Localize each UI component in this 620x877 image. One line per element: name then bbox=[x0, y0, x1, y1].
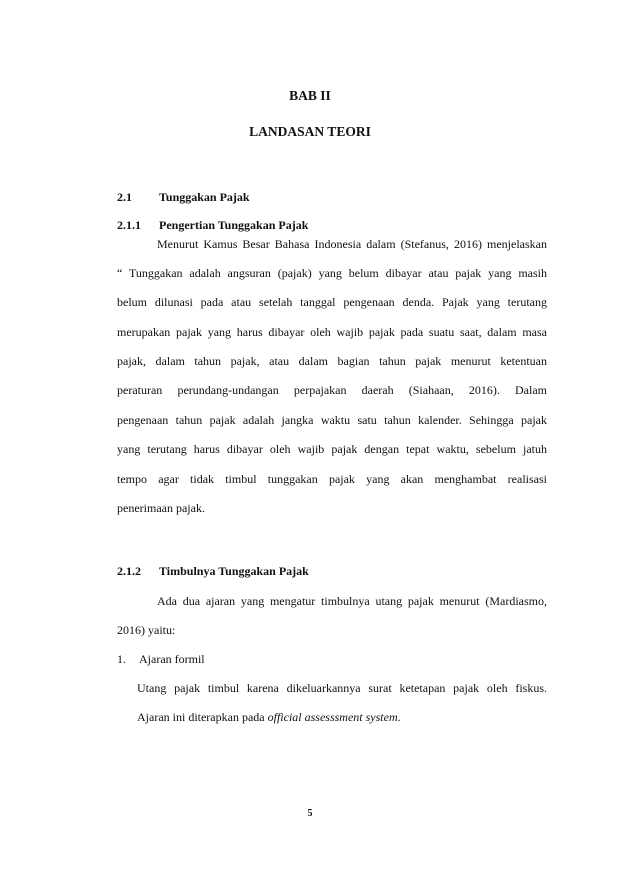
subsection-title: Timbulnya Tunggakan Pajak bbox=[159, 564, 309, 578]
line-punctuation: . bbox=[397, 710, 401, 724]
section-number: 2.1 bbox=[117, 190, 132, 204]
paragraph-line: “ Tunggakan adalah angsuran (pajak) yang belum dibayar atau pajak yang masih bbox=[117, 266, 547, 280]
chapter-label: BAB II bbox=[289, 88, 331, 103]
list-item-line-last bbox=[137, 709, 547, 725]
paragraph-line: tempo agar tidak timbul tunggakan pajak yang akan menghambat realisasi bbox=[117, 472, 547, 486]
paragraph-line: pengenaan tahun pajak adalah jangka waktu satu tahun kalender. Sehingga pajak bbox=[117, 413, 547, 427]
paragraph-line: belum dilunasi pada atau setelah tanggal pengenaan denda. Pajak yang terutang bbox=[117, 295, 547, 309]
subsection-heading bbox=[117, 218, 308, 233]
subsection-heading bbox=[117, 564, 309, 579]
paragraph-line: penerimaan pajak. bbox=[117, 501, 205, 515]
subsection-title: Pengertian Tunggakan Pajak bbox=[159, 218, 309, 232]
subsection-number: 2.1.1 bbox=[117, 218, 141, 232]
paragraph-line: peraturan perundang-undangan perpajakan daerah (Siahaan, 2016). Dalam bbox=[117, 383, 547, 397]
list-item-number: 1. bbox=[117, 652, 126, 666]
italic-term: official assesssment system bbox=[267, 710, 398, 724]
list-item-title: Ajaran formil bbox=[139, 652, 205, 666]
section-heading bbox=[117, 190, 250, 205]
paragraph-line: yang terutang harus dibayar oleh wajib pajak dengan tepat waktu, sebelum jatuh bbox=[117, 442, 547, 456]
subsection-number: 2.1.2 bbox=[117, 564, 141, 578]
paragraph-line: Menurut Kamus Besar Bahasa Indonesia dalam (Stefanus, 2016) menjelaskan bbox=[157, 237, 547, 251]
list-item-line: Utang pajak timbul karena dikeluarkannya surat ketetapan pajak oleh fiskus. bbox=[137, 681, 547, 695]
section-title: Tunggakan Pajak bbox=[159, 190, 250, 204]
list-item-line-text: Ajaran ini diterapkan pada bbox=[137, 710, 268, 724]
paragraph-line: pajak, dalam tahun pajak, atau dalam bagian tahun pajak menurut ketentuan bbox=[117, 354, 547, 368]
paragraph-line: Ada dua ajaran yang mengatur timbulnya utang pajak menurut (Mardiasmo, bbox=[157, 594, 547, 608]
chapter-title: LANDASAN TEORI bbox=[249, 124, 371, 139]
page-number: 5 bbox=[307, 808, 313, 819]
paragraph-line: 2016) yaitu: bbox=[117, 623, 176, 637]
paragraph-line: merupakan pajak yang harus dibayar oleh wajib pajak pada suatu saat, dalam masa bbox=[117, 325, 547, 339]
